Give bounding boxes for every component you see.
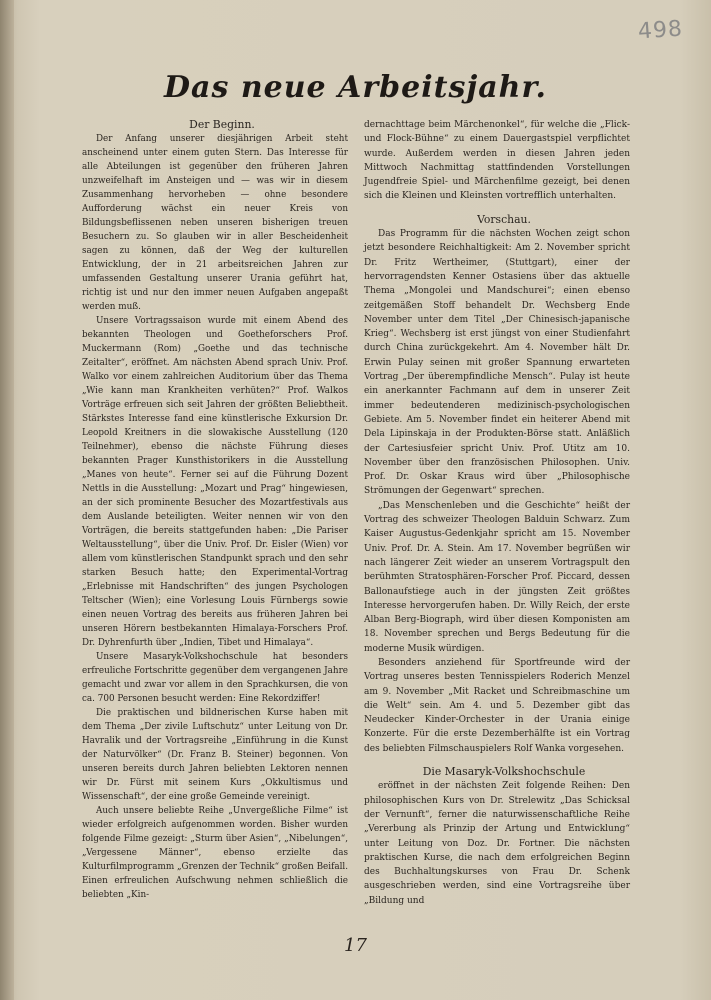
paragraph: Besonders anziehend für Sportfreunde wird der Vortrag unseres besten Tennisspielers Roderich Menzel am 9. November „Mit Racket und Schreibmaschine um die Welt“ sein. Am 4. und 5. Dezember gibt das Neudecker Kinder-Orchester in der Urania einige Konzerte. Für die erste Dezemberhälfte ist ein Vortrag des beliebten Filmschauspielers Rolf Wanka vorgesehen. bbox=[364, 657, 630, 754]
paragraph: Unsere Vortragssaison wurde mit einem Abend des bekannten Theologen und Goetheforschers Prof. Muckermann (Rom) „Goethe und das technische Zeitalter“, eröffnet. Am nächsten Abend sprach Univ. Prof. Walko vor einem zahlreichen Auditorium über das Thema „Wie kann man Krankheiten verhüten?“ Prof. Walkos Vorträge erfreuen sich seit Jahren der größten Beliebtheit. Stärkstes Interesse fand eine künstlerische Exkursion Dr. Leopold Kreitners in die slowakische Ausstellung (120 Teilnehmer), ebenso die nächste Führung dieses bekannten Prager Kunsthistorikers in die Ausstellung „Manes von heute“. Ferner sei auf die Führung Dozent Nettls in die Ausstellung: „Mozart und Prag“ hingewiesen, an der sich prominente Besucher des Mozartfestivals aus dem Auslande beteiligten. Weiter nennen wir von den Vorträgen, die bereits stattgefunden haben: „Die Pariser Weltausstellung“, über die Univ. Prof. Dr. Eisler (Wien) vor allem vom künstlerischen Standpunkt sprach und den sehr starken Besuch hatte; den Experimental-Vortrag „Erlebnisse mit Handschriften“ des jungen Psychologen Teltscher (Wien); eine Vorlesung Louis Fürnbergs sowie einen neuen Vortrag des bereits aus früheren Jahren bei unseren Hörern bestbekannten Himalaya-Forschers Prof. Dr. Dyhrenfurth über „Indien, Tibet und Himalaya“. bbox=[82, 316, 348, 648]
paragraph: Unsere Masaryk-Volkshochschule hat besonders erfreuliche Fortschritte gegenüber dem vergangenen Jahre gemacht und zwar vor allem in den Sprachkursen, die von ca. 700 Personen besucht werden: Eine Rekordziffer! bbox=[82, 652, 348, 704]
paragraph: Auch unsere beliebte Reihe „Unvergeßliche Filme“ ist wieder erfolgreich aufgenommen worden. Bisher wurden folgende Filme gezeigt: „Sturm über Asien“, „Nibelungen“, „Vergessene Männer“, ebenso erzielte das Kulturfilmprogramm „Grenzen der Technik“ großen Beifall. Einen erfreulichen Aufschwung nehmen schließlich die beliebten „Kin- bbox=[82, 806, 348, 900]
paragraph-continuation: dernachttage beim Märchenonkel“, für welche die „Flick- und Flock-Bühne“ zu einem Dauergastspiel verpflichtet wurde. Außerdem werden in diesen Jahren jeden Mittwoch Nachmittag stattfindenden Vorstellungen Jugendfreie Spiel- und Märchenfilme gezeigt, bei denen sich die Kleinen und Kleinsten vortrefflich unterhalten. bbox=[364, 120, 630, 202]
section-heading-volkshochschule: Die Masaryk-Volkshochschule bbox=[422, 765, 586, 779]
paragraph: Der Anfang unserer diesjährigen Arbeit steht anscheinend unter einem guten Stern. Das Interesse für alle Abteilungen ist gegenüber den früheren Jahren unzweifelhaft im Ansteigen und — was wir in diesem Zusammenhang hervorheben — ohne besondere Aufforderung wächst ein neuer Kreis von Bildungsbeflissenen neben unseren bisherigen treuen Besuchern zu. So glauben wir in aller Bescheidenheit sagen zu können, daß der Weg der kulturellen Entwicklung, der in 21 arbeitsreichen Jahren zur umfassenden Gestaltung unserer Urania geführt hat, richtig ist und nur den immer neuen Aufgaben angepaßt werden muß. bbox=[82, 134, 348, 312]
paragraph: Das Programm für die nächsten Wochen zeigt schon jetzt besondere Reichhaltigkeit: Am 2. November spricht Dr. Fritz Wertheimer, (Stuttgart), einer der hervorragendsten Kenner Ostasiens über das aktuelle Thema „Mongolei und Mandschurei“; einen ebenso zeitgemäßen Stoff behandelt Dr. Wechsberg Ende November unter dem Titel „Der Chinesisch-japanische Krieg“. Wechsberg ist erst jüngst von einer Studienfahrt durch China zurückgekehrt. Am 4. November hält Dr. Erwin Pulay seinen mit großer Spannung erwarteten Vortrag „Der überempfindliche Mensch“. Pulay ist heute ein anerkannter Fachmann auf dem in unserer Zeit immer bedeutenderen medizinisch-psychologischen Gebiete. Am 5. November findet ein heiterer Abend mit Dela Lipinskaja in der Produkten-Börse statt. Anläßlich der Cartesiusfeier spricht Univ. Prof. Utitz am 10. November über den französischen Philosophen. Univ. Prof. Dr. Oskar Kraus wird über „Philosophische Strömungen der Gegenwart“ sprechen. bbox=[364, 229, 630, 497]
page-title: Das neue Arbeitsjahr. bbox=[164, 70, 547, 105]
section-heading-vorschau: Vorschau. bbox=[477, 212, 531, 226]
left-column bbox=[82, 118, 348, 902]
handwritten-folio-number: 498 bbox=[637, 16, 684, 45]
paragraph: „Das Menschenleben und die Geschichte“ heißt der Vortrag des schweizer Theologen Balduin Schwarz. Zum Kaiser Augustus-Gedenkjahr spricht am 15. November Univ. Prof. Dr. A. Stein. Am 17. November begrüßen wir nach längerer Zeit wieder an unserem Vortragspult den berühmten Stratosphären-Forscher Prof. Piccard, dessen Ballonaufstiege auch in der jüngsten Zeit größtes Interesse hervorgerufen haben. Dr. Willy Reich, der erste Alban Berg-Biograph, wird über diesen Komponisten am 18. November sprechen und Bergs Bedeutung für die moderne Musik würdigen. bbox=[364, 500, 630, 654]
section-heading-beginn: Der Beginn. bbox=[189, 118, 255, 131]
right-column bbox=[364, 118, 630, 908]
page-binding-edge bbox=[0, 0, 14, 1000]
paragraph: eröffnet in der nächsten Zeit folgende Reihen: Den philosophischen Kurs von Dr. Strelewitz „Das Schicksal der Vernunft“, ferner die naturwissenschaftliche Reihe „Vererbung als Prinzip der Artung und Entwicklung“ unter Leitung von Doz. Dr. Fortner. Die nächsten praktischen Kurse, die nach dem erfolgreichen Beginn des Buchhaltungskurses von Frau Dr. Schenk ausgeschrieben werden, sind eine Vortragsreihe über „Bildung und bbox=[364, 781, 630, 906]
paragraph: Die praktischen und bildnerischen Kurse haben mit dem Thema „Der zivile Luftschutz“ unter Leitung von Dr. Havralik und der Vortragsreihe „Einführung in die Kunst der Naturvölker“ (Dr. Franz B. Steiner) begonnen. Von unseren bereits durch Jahren beliebten Lektoren nennen wir Dr. Fürst mit seinem Kurs „Okkultismus und Wissenschaft“, der eine große Gemeinde vereinigt. bbox=[82, 708, 348, 802]
page-number: 17 bbox=[344, 935, 367, 956]
